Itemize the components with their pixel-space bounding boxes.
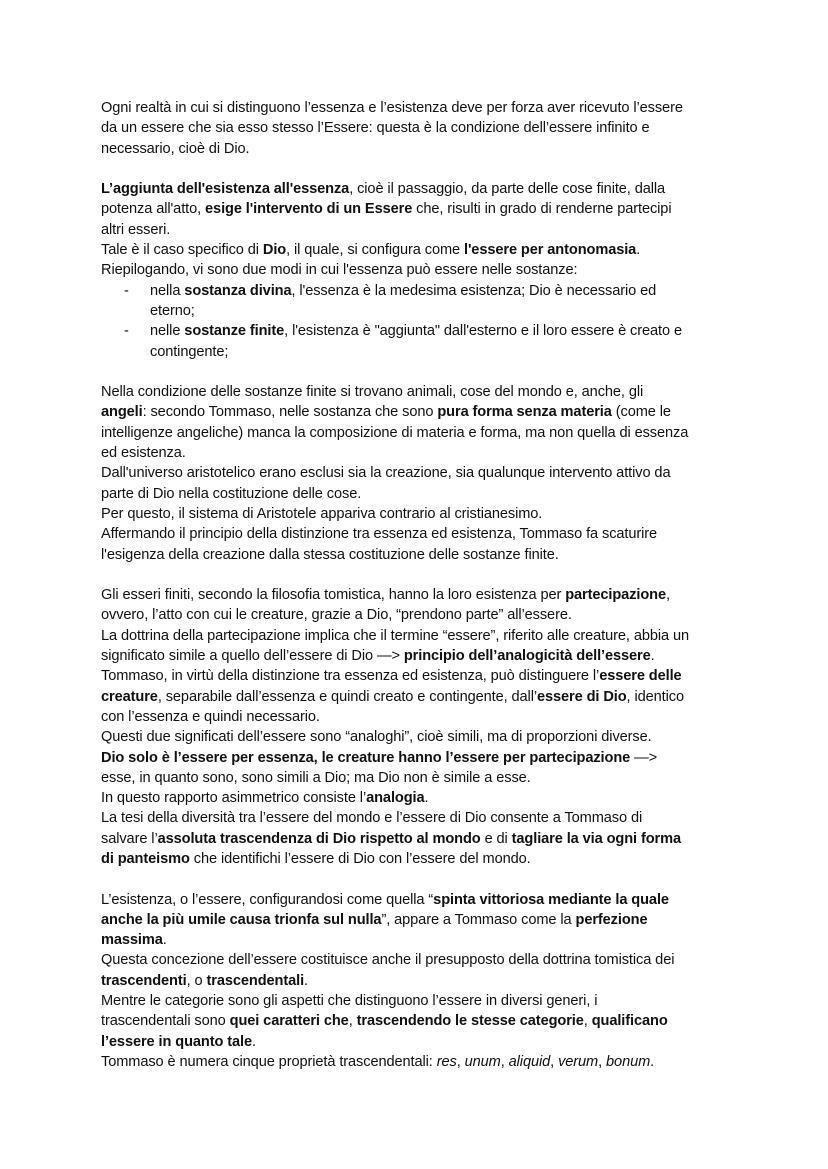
text-line: Gli esseri finiti, secondo la filosofia tomistica, hanno la loro esistenza per partecipazione, bbox=[101, 587, 670, 604]
text-line: Per questo, il sistema di Aristotele appariva contrario al cristianesimo. bbox=[101, 505, 543, 522]
bold-text: tagliare la via ogni forma bbox=[511, 830, 681, 847]
text-line: L’esistenza, o l’essere, configurandosi come quella “spinta vittoriosa mediante la quale bbox=[101, 891, 669, 908]
text-line: Ogni realtà in cui si distinguono l’essenza e l’esistenza deve per forza aver ricevuto l’essere bbox=[101, 100, 683, 116]
text-line: trascendenti, o trascendentali. bbox=[101, 972, 309, 989]
bold-text: qualificano bbox=[591, 1013, 668, 1030]
italic-text: unum bbox=[464, 1053, 501, 1070]
bold-text: L’aggiunta dell'esistenza all'essenza bbox=[101, 181, 350, 198]
bold-text: perfezione bbox=[575, 911, 648, 928]
bold-text: essere delle bbox=[599, 668, 682, 685]
bullet-list bbox=[101, 281, 741, 362]
text-line: potenza all'atto, esige l'intervento di un Essere che, risulti in grado di renderne partecipi bbox=[101, 201, 672, 218]
text-line: Questa concezione dell’essere costituisce anche il presupposto della dottrina tomistica dei bbox=[101, 952, 675, 969]
text-line: L’aggiunta dell'esistenza all'essenza, cioè il passaggio, da parte delle cose finite, dalla bbox=[101, 181, 666, 198]
text-line: Mentre le categorie sono gli aspetti che distinguono l’essere in diversi generi, i bbox=[101, 993, 598, 1010]
bold-text: massima bbox=[101, 932, 163, 949]
paragraph-3 bbox=[101, 382, 741, 565]
text-line: significato simile a quello dell’essere di Dio —> principio dell’analogicità dell’essere. bbox=[101, 648, 655, 665]
text-line: creature, separabile dall’essenza e quindi creato e contingente, dall’essere di Dio, identico bbox=[101, 688, 684, 705]
text-line: Nella condizione delle sostanze finite si trovano animali, cose del mondo e, anche, gli bbox=[101, 384, 644, 401]
bold-text: Dio solo è l’essere per essenza, le creature hanno l’essere per partecipazione bbox=[101, 749, 631, 766]
text-line: Affermando il principio della distinzione tra essenza ed esistenza, Tommaso fa scaturire bbox=[101, 526, 658, 543]
bold-text: assoluta trascendenza di Dio rispetto al mondo bbox=[157, 830, 481, 847]
list-item-continuation: contingente; bbox=[150, 343, 229, 360]
bold-text: pura forma senza materia bbox=[437, 404, 612, 421]
bold-text: anche la più umile causa trionfa sul nulla bbox=[101, 911, 382, 928]
text-line: l’essere in quanto tale. bbox=[101, 1033, 256, 1050]
paragraph-2 bbox=[101, 179, 741, 362]
text-line: trascendentali sono quei caratteri che, trascendendo le stesse categorie, qualificano bbox=[101, 1013, 668, 1030]
bold-text: essere di Dio bbox=[536, 688, 627, 705]
text-line: intelligenze angeliche) manca la composizione di materia e forma, ma non quella di essenza bbox=[101, 424, 689, 441]
list-item: - nelle sostanze finite, l'esistenza è "aggiunta" dall'esterno e il loro essere è creato e bbox=[101, 321, 741, 341]
bold-text: sostanza divina bbox=[184, 282, 292, 299]
bold-text: analogia bbox=[366, 790, 425, 807]
italic-text: verum bbox=[558, 1053, 599, 1070]
text-line: l'esigenza della creazione dalla stessa costituzione delle sostanze finite. bbox=[101, 546, 559, 563]
text-line: altri esseri. bbox=[101, 221, 171, 238]
document-page bbox=[101, 98, 741, 1072]
text-line: esse, in quanto sono, sono simili a Dio; ma Dio non è simile a esse. bbox=[101, 769, 531, 786]
list-dash: - bbox=[124, 323, 129, 340]
bold-text: trascendenti bbox=[101, 972, 187, 989]
text-line: La dottrina della partecipazione implica che il termine “essere”, riferito alle creature, abbia un bbox=[101, 627, 690, 644]
bold-text: angeli bbox=[101, 404, 143, 421]
text-line: salvare l’assoluta trascendenza di Dio rispetto al mondo e di tagliare la via ogni forma bbox=[101, 830, 681, 847]
list-item: - nella sostanza divina, l'essenza è la medesima esistenza; Dio è necessario ed bbox=[101, 281, 741, 301]
text-line: Questi due significati dell’essere sono “analoghi”, cioè simili, ma di proporzioni diverse. bbox=[101, 729, 652, 746]
text-line: parte di Dio nella costituzione delle cose. bbox=[101, 485, 362, 502]
bold-text: Dio bbox=[262, 242, 287, 259]
text-line: da un essere che sia esso stesso l’Essere: questa è la condizione dell’essere infinito e bbox=[101, 120, 650, 137]
bold-text: di panteismo bbox=[101, 850, 190, 867]
bold-text: l’essere in quanto tale bbox=[101, 1033, 252, 1050]
text-line: necessario, cioè di Dio. bbox=[101, 140, 250, 157]
bold-text: trascendentali bbox=[206, 972, 305, 989]
bold-text: creature bbox=[101, 688, 158, 705]
list-item-continuation: eterno; bbox=[150, 302, 195, 319]
bold-text: sostanze finite bbox=[184, 323, 285, 340]
italic-text: res bbox=[436, 1053, 457, 1070]
bold-text: l'essere per antonomasia bbox=[463, 242, 637, 259]
italic-text: bonum bbox=[606, 1053, 651, 1070]
text-line: Tommaso, in virtù della distinzione tra essenza ed esistenza, può distinguere l’essere delle bbox=[101, 668, 682, 685]
bold-text: partecipazione bbox=[565, 587, 666, 604]
text-line: La tesi della diversità tra l’essere del mondo e l’essere di Dio consente a Tommaso di bbox=[101, 810, 643, 827]
bold-text: esige l'intervento di un Essere bbox=[205, 201, 413, 218]
text-line: ovvero, l’atto con cui le creature, grazie a Dio, “prendono parte” all’essere. bbox=[101, 607, 572, 624]
bold-text: principio dell’analogicità dell’essere bbox=[403, 648, 651, 665]
bold-text: spinta vittoriosa mediante la quale bbox=[433, 891, 669, 908]
text-line: ed esistenza. bbox=[101, 445, 186, 462]
text-line: Dall'universo aristotelico erano esclusi sia la creazione, sia qualunque intervento attivo da bbox=[101, 465, 671, 482]
text-line: massima. bbox=[101, 932, 167, 949]
text-line: Riepilogando, vi sono due modi in cui l'essenza può essere nelle sostanze: bbox=[101, 262, 578, 279]
list-dash: - bbox=[124, 282, 129, 299]
text-line: di panteismo che identifichi l’essere di Dio con l’essere del mondo. bbox=[101, 850, 531, 867]
bold-text: trascendendo le stesse categorie bbox=[356, 1013, 584, 1030]
text-line: anche la più umile causa trionfa sul nulla”, appare a Tommaso come la perfezione bbox=[101, 911, 648, 928]
paragraph-5 bbox=[101, 890, 741, 1073]
paragraph-1 bbox=[101, 98, 741, 159]
text-line: angeli: secondo Tommaso, nelle sostanza che sono pura forma senza materia (come le bbox=[101, 404, 671, 421]
text-line: con l’essenza e quindi necessario. bbox=[101, 708, 320, 725]
text-line: Tommaso è numera cinque proprietà trascendentali: res, unum, aliquid, verum, bonum. bbox=[101, 1053, 655, 1070]
text-line: Tale è il caso specifico di Dio, il quale, si configura come l'essere per antonomasia. bbox=[101, 242, 641, 259]
text-line: In questo rapporto asimmetrico consiste l’analogia. bbox=[101, 790, 429, 807]
bold-text: quei caratteri che bbox=[229, 1013, 349, 1030]
paragraph-4 bbox=[101, 585, 741, 869]
text-line: Dio solo è l’essere per essenza, le creature hanno l’essere per partecipazione —> bbox=[101, 749, 658, 766]
italic-text: aliquid bbox=[508, 1053, 551, 1070]
